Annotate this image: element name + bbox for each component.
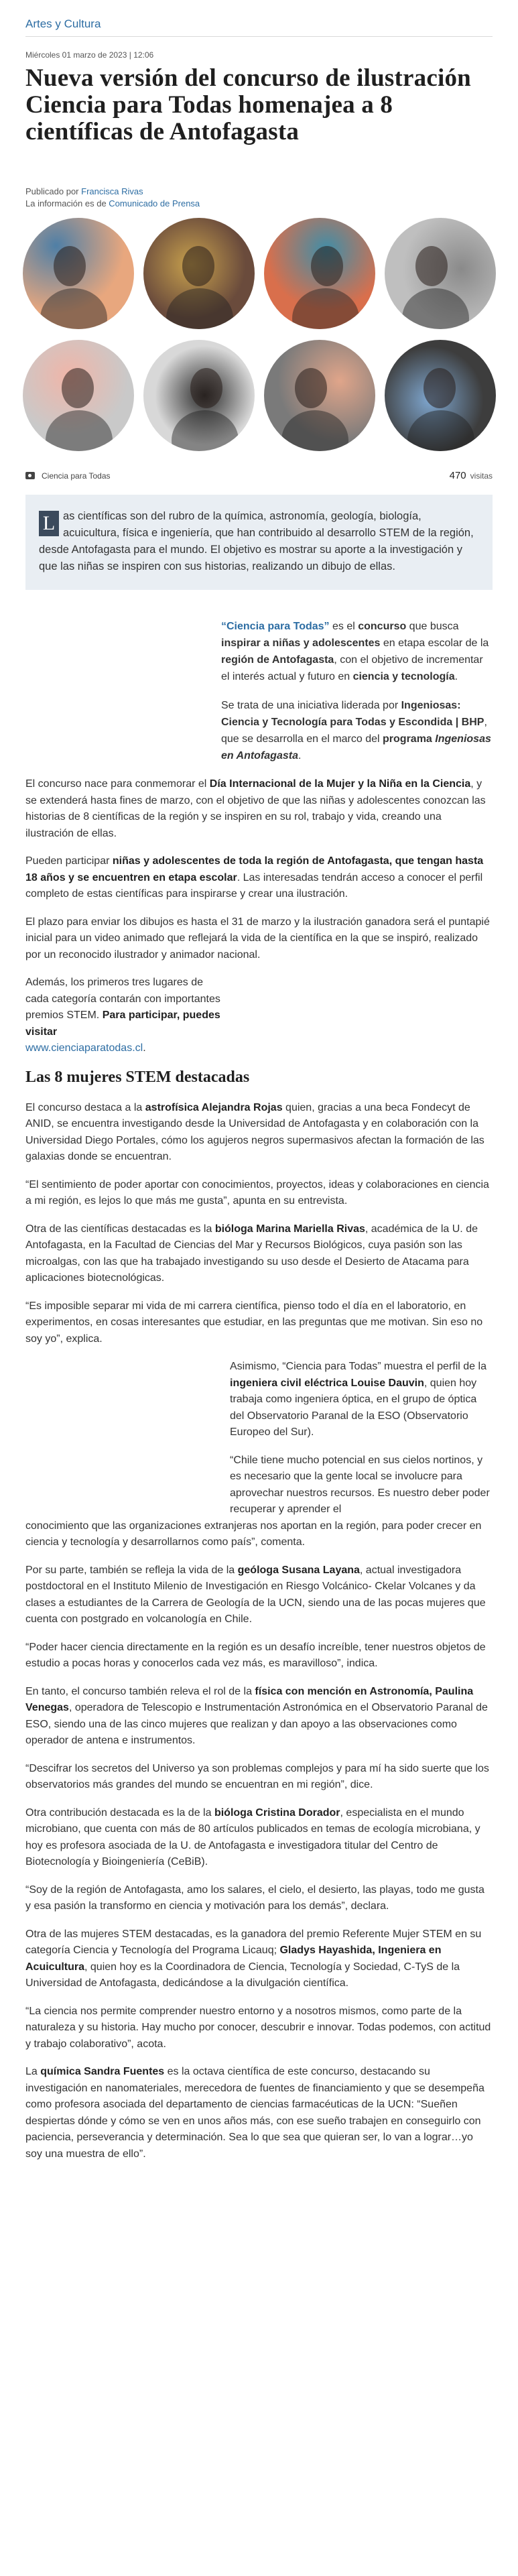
views-label: visitas [470,471,493,481]
body-paragraph: El concurso destaca a la astrofísica Alejandra Rojas quien, gracias a una beca Fondecyt de ANID, se encuentra investigando desde la Universidad de Antofagasta y en colaboración con la Universidad Diego Portales, cómo los agujeros negros supermasivos afectan la formación de las galaxias donde se encuentran. [25,1101,484,1162]
body-paragraph: Otra contribución destacada es la de la bióloga Cristina Dorador, especialista en el mundo microbiano, que cuenta con más de 80 artículos publicados en temas de ecología microbiana, y hoy es profesora asociada de la U. de Antofagasta e investigadora titular del Centro de Biotecnología y Bioingeniería (CeBiB). [25,1806,480,1867]
body-paragraph: Además, los primeros tres lugares de cada categoría contarán con importantes premios STEM. Para participar, puedes visitar www.cienciaparatodas.cl. [25,977,220,1054]
scientist-portrait-5[interactable] [23,340,134,451]
article-headline: Nueva versión del concurso de ilustración Ciencia para Todas homenajea a 8 científicas de Antofagasta [25,64,471,145]
body-paragraph: En tanto, el concurso también releva el rol de la física con mención en Astronomía, Paulina Venegas, operadora de Telescopio e Instrumentación Astronómica en el Observatorio Paranal de ESO, siendo una de las cinco mujeres que realizan y dan apoyo a las observaciones como operador de antena e instrumentos. [25,1685,488,1746]
infobox-paragraph-2: Se trata de una iniciativa liderada por Ingeniosas: Ciencia y Tecnología para Todas y Escondida | BHP, que se desarrolla en el marco del programa Ingeniosas en Antofagasta. [221,700,491,761]
scientist-portrait-1[interactable] [23,218,134,329]
contest-name: “Ciencia para Todas” [221,621,330,632]
body-paragraph: Pueden participar niñas y adolescentes de toda la región de Antofagasta, que tengan hasta 18 años y se encuentren en etapa escolar. Las interesadas tendrán acceso a conocer el perfil completo de estas científicas para inspirarse y crear una ilustración. [25,855,484,900]
views-count: 470 [449,470,466,481]
quote-paragraph: “Es imposible separar mi vida de mi carrera científica, pienso todo el día en el laboratorio, en experimentos, en cosas interesantes que estudiar, en las preguntas que me motivan. Sin eso no soy yo”, explica. [25,1300,483,1345]
body-paragraph: Otra de las científicas destacadas es la bióloga Marina Mariella Rivas, académica de la U. de Antofagasta, en la Facultad de Ciencias del Mar y Recursos Biológicos, cuya pasión son las microalgas, con las que ha trabajado investigando su uso desde el Desierto de Atacama para aplicaciones biotecnológicas. [25,1223,478,1284]
scientist-portrait-8[interactable] [385,340,496,451]
body-paragraph: El concurso nace para conmemorar el Día Internacional de la Mujer y la Niña en la Ciencia, y se extenderá hasta fines de marzo, con el objetivo de que las niñas y adolescentes conozcan las historias de 8 científicas de la región y se inspiren en su rol, trabajo y vida, creando una ilustración de ellas. [25,778,486,839]
body-paragraph: La química Sandra Fuentes es la octava científica de este concurso, destacando su investigación en nanomateriales, merecedora de fuentes de financiamiento y que se desempeña como profesora asociada del departamento de ciencias farmacéuticas de la UCN: “Sueñen despiertas dónde y cómo se ven en unos años más, con ese sueño trabajen en conseguirlo con paciencia, perseverancia y determinación. Sea lo que sea que quieran ser, lo van a lograr…yo soy una muestra de ello”. [25,2066,484,2160]
article-lead [25,495,493,590]
quote-paragraph: “Chile tiene mucho potencial en sus cielos nortinos, y es necesario que la gente local se involucre para aprovechar nuestros recursos. Es nuestro deber poder recuperar y aprender el [230,1454,490,1515]
publish-date: Miércoles 01 marzo de 2023 | 12:06 [25,50,154,60]
scientist-portrait-6[interactable] [143,340,255,451]
lead-text: as científicas son del rubro de la química, astronomía, geología, biología, acuicultura, física e ingeniería, que han contribuido al desarrollo STEM de la región, desde Antofagasta para el mundo. El objetivo es mostrar su aporte a la investigación y que las niñas se inspiren con sus historias, realizando un dibujo de ellas. [39,510,474,572]
scientist-portrait-7[interactable] [264,340,375,451]
body-paragraph: El plazo para enviar los dibujos es hasta el 31 de marzo y la ilustración ganadora será el puntapié inicial para un video animado que reflejará la vida de la científica en la que se inspiró, realizado por un reconocido ilustrador y animador nacional. [25,916,490,961]
quote-paragraph: conocimiento que las organizaciones extranjeras nos aportan en la región, para poder crecer en ciencia y tecnología y desarrollarnos como país”, comenta. [25,1520,482,1548]
image-caption: Ciencia para Todas [42,471,111,481]
quote-paragraph: “Soy de la región de Antofagasta, amo los salares, el cielo, el desierto, las playas, todo me gusta y esa pasión la transformo en ciencia y motivación para los demás”, declara. [25,1884,484,1912]
dropcap: L [39,511,59,536]
contest-infobox [221,618,493,764]
article-body [25,776,493,2162]
portrait-gallery[interactable] [25,218,493,451]
published-by-label: Publicado por [25,186,82,196]
scientist-portrait-4[interactable] [385,218,496,329]
source-link[interactable]: Comunicado de Prensa [109,198,200,208]
source-label: La información es de [25,198,109,208]
view-counter [450,470,493,481]
body-paragraph: Por su parte, también se refleja la vida de la geóloga Susana Layana, actual investigadora postdoctoral en el Instituto Milenio de Investigación en Riesgo Volcánico- Ckelar Volcanes y da clases a estudiantes de la Carrera de Geología de la UCN, siendo una de las pocas mujeres que cuenta con postgrado en volcanología en Chile. [25,1564,486,1625]
infobox-paragraph-1: “Ciencia para Todas” es el concurso que busca inspirar a niñas y adolescentes en etapa escolar de la región de Antofagasta, con el objetivo de incrementar el interés actual y futuro en ciencia y tecnología. [221,621,489,682]
author-link[interactable]: Francisca Rivas [81,186,143,196]
scientist-portrait-3[interactable] [264,218,375,329]
byline [25,186,493,210]
camera-icon [25,472,35,479]
category-link[interactable]: Artes y Cultura [25,0,493,37]
scientist-portrait-2[interactable] [143,218,255,329]
contest-website-link[interactable]: www.cienciaparatodas.cl [25,1042,143,1054]
image-caption-row [25,470,493,481]
quote-paragraph: “Poder hacer ciencia directamente en la región es un desafío increíble, tener nuestros objetos de estudio a pocas horas y conocerlos cada vez más, es maravilloso”, indica. [25,1641,486,1669]
section-subheading: Las 8 mujeres STEM destacadas [25,1068,250,1086]
body-paragraph: Asimismo, “Ciencia para Todas” muestra el perfil de la ingeniera civil eléctrica Louise Dauvin, quien hoy trabaja como ingeniera óptica, en el grupo de óptica del Observatorio Paranal de la ESO (Observatorio Europeo del Sur). [230,1361,487,1438]
quote-paragraph: “Descifrar los secretos del Universo ya son problemas complejos y para mí ha sido suerte que los observatorios más grandes del mundo se encuentran en mi región”, dice. [25,1762,489,1790]
body-paragraph: Otra de las mujeres STEM destacadas, es la ganadora del premio Referente Mujer STEM en su categoría Ciencia y Tecnología del Programa Licauq; Gladys Hayashida, Ingeniera en Acuicultura, quien hoy es la Coordinadora de Ciencia, Tecnología y Sociedad, C-TyS de la Universidad de Antofagasta, dedicándose a la divulgación científica. [25,1928,482,1989]
quote-paragraph: “El sentimiento de poder aportar con conocimientos, proyectos, ideas y colaboraciones en ciencia a mi región, es lejos lo que más me gusta”, apunta en su entrevista. [25,1178,489,1207]
quote-paragraph: “La ciencia nos permite comprender nuestro entorno y a nosotros mismos, como parte de la naturaleza y su historia. Hay mucho por conocer, descubrir e innovar. Todas podemos, con actitud y trabajo colaborativo”, acota. [25,2005,491,2050]
